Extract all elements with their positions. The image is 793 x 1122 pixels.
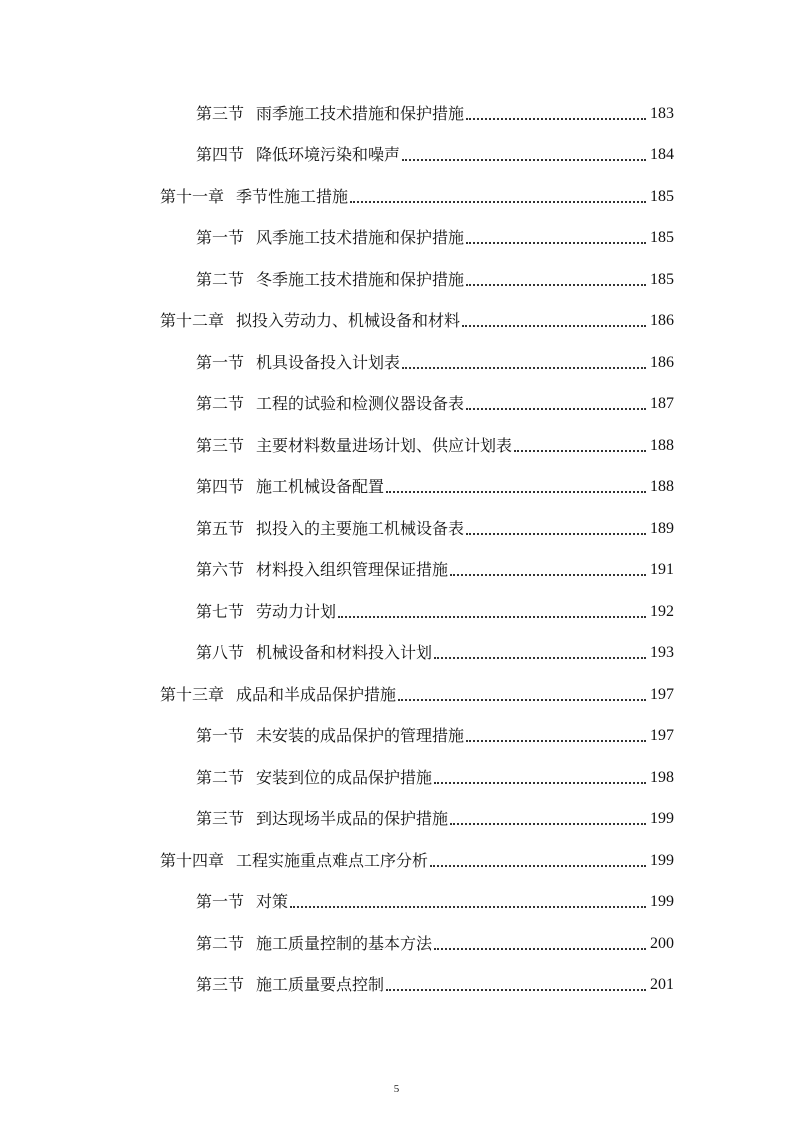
dot-leader <box>466 270 646 290</box>
dot-leader <box>466 394 646 414</box>
page-number: 5 <box>393 1083 400 1095</box>
toc-entry-title: 降低环境污染和噪声 <box>256 145 401 164</box>
toc-entry-label: 第一节 <box>196 228 245 247</box>
toc-entry-label: 第三节 <box>196 809 245 828</box>
toc-section-entry[interactable] <box>196 796 674 838</box>
dot-leader <box>462 311 646 331</box>
dot-leader <box>338 602 646 622</box>
toc-entry-title: 工程实施重点难点工序分析 <box>236 850 429 870</box>
toc-entry-page-number: 201 <box>650 976 674 993</box>
toc-entry-page-number: 186 <box>650 353 674 371</box>
dot-leader <box>386 477 646 497</box>
toc-section-entry[interactable] <box>196 422 674 464</box>
toc-entry-label: 第二节 <box>196 767 245 787</box>
toc-entry-page-number: 192 <box>650 602 674 620</box>
toc-entry-page-number: 188 <box>650 436 674 454</box>
dot-leader <box>466 228 646 248</box>
toc-entry-page-number: 183 <box>650 104 674 122</box>
toc-entry-page-number: 185 <box>650 187 674 205</box>
toc-section-entry[interactable] <box>196 464 674 506</box>
toc-entry-label: 第二节 <box>196 933 245 953</box>
toc-entry-page-number: 185 <box>650 270 674 288</box>
dot-leader <box>430 851 646 871</box>
toc-entry-label: 第三节 <box>196 103 245 123</box>
toc-entry-title: 工程的试验和检测仪器设备表 <box>256 394 465 413</box>
toc-entry-label: 第六节 <box>196 560 245 579</box>
toc-entry-page-number: 198 <box>650 768 674 786</box>
toc-entry-label: 第八节 <box>196 643 245 662</box>
toc-entry-title: 施工质量控制的基本方法 <box>256 933 433 953</box>
toc-entry-page-number: 184 <box>650 146 674 163</box>
toc-entry-label: 第五节 <box>196 518 245 538</box>
toc-chapter-entry[interactable] <box>160 298 674 340</box>
toc-entry-label: 第四节 <box>196 477 245 496</box>
toc-entry-title: 施工质量要点控制 <box>256 975 385 994</box>
toc-entry-label: 第四节 <box>196 145 245 164</box>
toc-entry-label: 第十三章 <box>160 684 225 704</box>
toc-entry-title: 劳动力计划 <box>256 601 337 621</box>
toc-entry-page-number: 191 <box>650 561 674 578</box>
toc-section-entry[interactable] <box>196 588 674 630</box>
dot-leader <box>434 934 646 954</box>
toc-entry-page-number: 189 <box>650 519 674 537</box>
toc-entry-title: 成品和半成品保护措施 <box>236 684 397 704</box>
toc-entry-label: 第二节 <box>196 394 245 413</box>
toc-section-entry[interactable] <box>196 215 674 257</box>
toc-entry-title: 拟投入劳动力、机械设备和材料 <box>236 311 461 330</box>
toc-entry-title: 冬季施工技术措施和保护措施 <box>256 269 465 289</box>
toc-section-entry[interactable] <box>196 381 674 423</box>
toc-entry-title: 风季施工技术措施和保护措施 <box>256 228 465 247</box>
dot-leader <box>466 519 646 539</box>
toc-entry-page-number: 185 <box>650 229 674 246</box>
dot-leader <box>514 436 646 456</box>
toc-entry-label: 第一节 <box>196 892 245 911</box>
toc-entry-page-number: 188 <box>650 478 674 495</box>
toc-entry-label: 第三节 <box>196 975 245 994</box>
dot-leader <box>290 892 646 912</box>
dot-leader <box>450 809 646 829</box>
toc-section-entry[interactable] <box>196 339 674 381</box>
toc-entry-page-number: 193 <box>650 644 674 661</box>
toc-entry-page-number: 199 <box>650 893 674 910</box>
toc-entry-title: 季节性施工措施 <box>236 186 349 206</box>
dot-leader <box>466 726 646 746</box>
toc-entry-title: 安装到位的成品保护措施 <box>256 767 433 787</box>
toc-entry-page-number: 199 <box>650 851 674 869</box>
dot-leader <box>466 104 646 124</box>
dot-leader <box>434 768 646 788</box>
toc-entry-title: 到达现场半成品的保护措施 <box>256 809 449 828</box>
toc-entry-label: 第十一章 <box>160 186 225 206</box>
toc-entry-label: 第十四章 <box>160 850 225 870</box>
toc-section-entry[interactable] <box>196 920 674 962</box>
toc-section-entry[interactable] <box>196 505 674 547</box>
toc-section-entry[interactable] <box>196 713 674 755</box>
toc-entry-title: 拟投入的主要施工机械设备表 <box>256 518 465 538</box>
toc-section-entry[interactable] <box>196 879 674 921</box>
toc-chapter-entry[interactable] <box>160 671 674 713</box>
toc-section-entry[interactable] <box>196 754 674 796</box>
toc-entry-label: 第三节 <box>196 435 245 455</box>
toc-entry-page-number: 187 <box>650 395 674 412</box>
toc-entry-title: 机具设备投入计划表 <box>256 352 401 372</box>
toc-entry-title: 机械设备和材料投入计划 <box>256 643 433 662</box>
dot-leader <box>386 975 646 995</box>
dot-leader <box>450 560 646 580</box>
toc-entry-label: 第二节 <box>196 269 245 289</box>
toc-entry-title: 施工机械设备配置 <box>256 477 385 496</box>
toc-entry-label: 第一节 <box>196 352 245 372</box>
toc-section-entry[interactable] <box>196 132 674 174</box>
toc-entry-label: 第一节 <box>196 726 245 745</box>
toc-entry-title: 材料投入组织管理保证措施 <box>256 560 449 579</box>
toc-entry-page-number: 197 <box>650 727 674 744</box>
toc-entry-page-number: 186 <box>650 312 674 329</box>
toc-entry-label: 第十二章 <box>160 311 225 330</box>
toc-entry-title: 对策 <box>256 892 289 911</box>
toc-entry-label: 第七节 <box>196 601 245 621</box>
dot-leader <box>350 187 646 207</box>
dot-leader <box>434 643 646 663</box>
toc-chapter-entry[interactable] <box>160 837 674 879</box>
dot-leader <box>398 685 646 705</box>
toc-entry-page-number: 200 <box>650 934 674 952</box>
toc-entry-title: 雨季施工技术措施和保护措施 <box>256 103 465 123</box>
toc-entry-page-number: 197 <box>650 685 674 703</box>
toc-entry-title: 未安装的成品保护的管理措施 <box>256 726 465 745</box>
table-of-contents <box>0 90 793 1003</box>
toc-section-entry[interactable] <box>196 962 674 1004</box>
toc-section-entry[interactable] <box>196 256 674 298</box>
dot-leader <box>402 353 646 373</box>
toc-chapter-entry[interactable] <box>160 173 674 215</box>
toc-section-entry[interactable] <box>196 630 674 672</box>
toc-entry-page-number: 199 <box>650 810 674 827</box>
dot-leader <box>402 145 646 165</box>
toc-section-entry[interactable] <box>196 547 674 589</box>
toc-section-entry[interactable] <box>196 90 674 132</box>
toc-entry-title: 主要材料数量进场计划、供应计划表 <box>256 435 513 455</box>
